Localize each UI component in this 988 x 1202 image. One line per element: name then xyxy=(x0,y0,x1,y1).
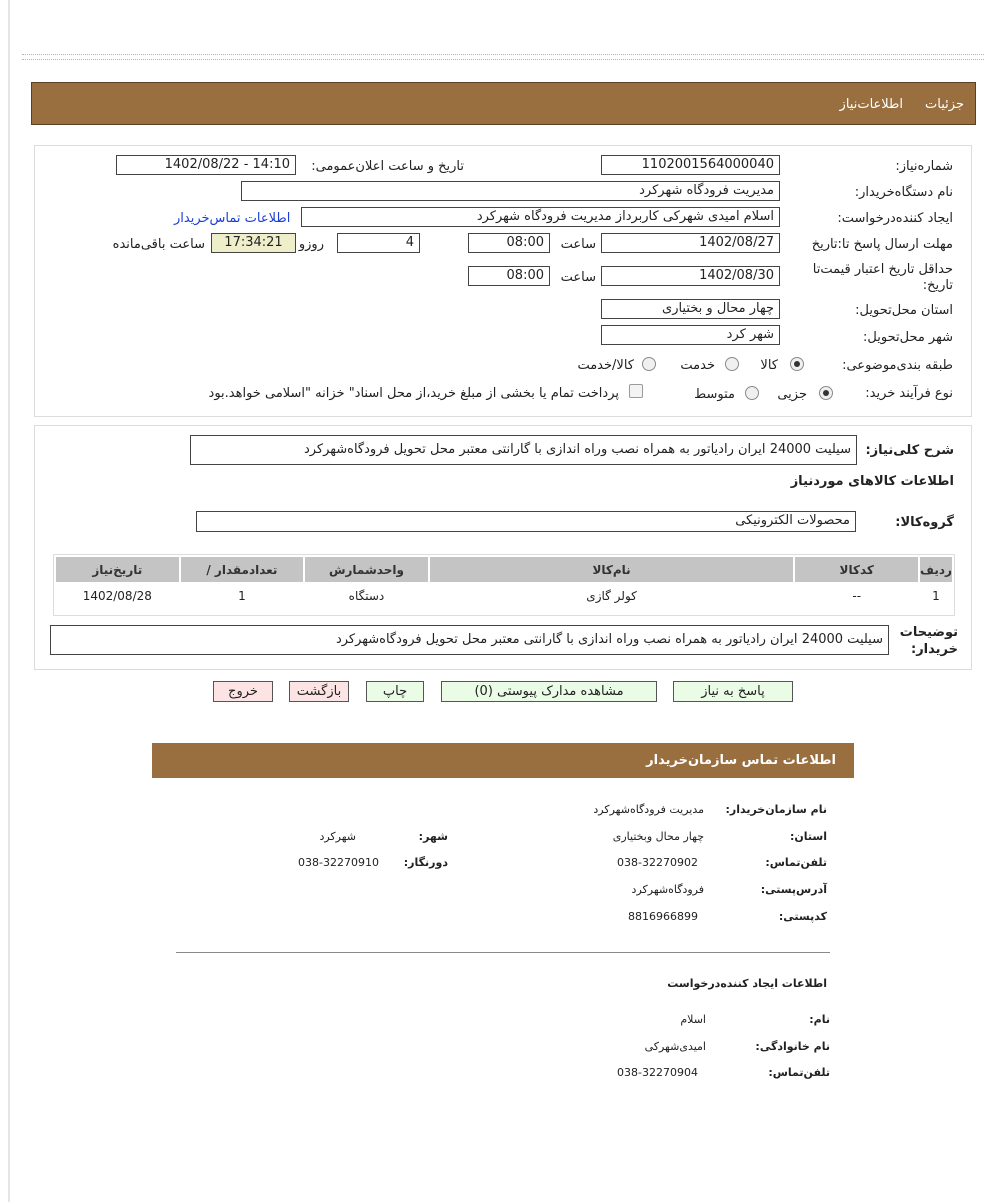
days-label: روزو xyxy=(298,237,324,252)
contact-postal-label: کد‌پستی: xyxy=(778,910,827,923)
contact-phone-value: 038-32270902 xyxy=(617,856,698,869)
city-field[interactable]: شهر کرد xyxy=(601,325,780,345)
summary-field[interactable]: سیلیت 24000 ایران رادیاتور به همراه نصب وراه اندازی با گارانتی معتبر محل تحویل فرودگاه‌شهرکرد xyxy=(190,435,857,465)
cell-item-name: کولر گازی xyxy=(586,589,637,603)
buyer-contact-link[interactable]: اطلاعات تماس‌خریدار xyxy=(174,211,291,226)
cell-row-number: 1 xyxy=(932,589,940,603)
buyer-notes-label-line2: خریدار: xyxy=(911,642,958,657)
cell-item-code: -- xyxy=(852,589,862,603)
buyer-org-field[interactable]: مدیریت فرودگاه شهرکرد xyxy=(241,181,780,201)
validity-label-line2: تاریخ: xyxy=(922,278,953,293)
remaining-time-label: ساعت باقی‌مانده xyxy=(112,237,205,252)
deadline-time-label: ساعت xyxy=(560,237,596,252)
announce-date-label: تاریخ و ساعت اعلان‌عمومی: xyxy=(311,159,464,174)
view-attachments-button[interactable]: مشاهده مدارک پیوستی (0) xyxy=(441,681,657,702)
requester-label: ایجاد کننده‌درخواست: xyxy=(837,211,953,226)
validity-date-field[interactable]: 1402/08/30 xyxy=(601,266,780,286)
deadline-time-field[interactable]: 08:00 xyxy=(468,233,550,253)
col-item-name: نام‌کالا xyxy=(430,557,794,582)
goods-group-label: گروه‌کالا: xyxy=(895,515,954,530)
need-number-field[interactable]: 1102001564000040 xyxy=(601,155,780,175)
goods-info-title: اطلاعات کالاهای موردنیاز xyxy=(790,474,954,489)
category-radio-goods-service[interactable] xyxy=(642,357,656,371)
province-field[interactable]: چهار محال و بختیاری xyxy=(601,299,780,319)
contact-province-label: استان: xyxy=(790,830,827,843)
contact-fax-label: دورنگار: xyxy=(403,856,448,869)
contact-address-label: آدرس‌پستی: xyxy=(760,883,827,896)
treasury-payment-checkbox[interactable] xyxy=(629,384,643,398)
buyer-notes-field[interactable]: سیلیت 24000 ایران رادیاتور به همراه نصب وراه اندازی با گارانتی معتبر محل تحویل فرودگاه‌شهرکرد xyxy=(50,625,889,655)
process-option-minor: جزیی xyxy=(777,387,807,402)
process-option-medium: متوسط xyxy=(694,387,735,402)
contact-section-title: اطلاعات تماس سازمان‌خریدار xyxy=(646,753,836,768)
buyer-notes-label-line1: توضیحات xyxy=(899,625,958,640)
tab-details[interactable]: جزئیات xyxy=(925,97,964,112)
reply-button[interactable]: پاسخ به نیاز xyxy=(673,681,793,702)
creator-family-value: امیدی‌شهرکی xyxy=(644,1040,706,1053)
contact-header-bar xyxy=(152,743,854,778)
tab-need-info[interactable]: اطلاعات‌نیاز xyxy=(839,97,903,112)
category-radio-goods[interactable] xyxy=(790,357,804,371)
process-type-label: نوع فرآیند خرید: xyxy=(865,386,953,401)
category-radio-service[interactable] xyxy=(725,357,739,371)
buyer-org-label: نام دستگاه‌خریدار: xyxy=(854,185,953,200)
validity-time-label: ساعت xyxy=(560,270,596,285)
header-bar xyxy=(31,82,976,125)
org-name-value: مدیریت فرودگاه‌شهرکرد xyxy=(593,803,704,816)
org-name-label: نام سازمان‌خریدار: xyxy=(725,803,827,816)
creator-name-label: نام: xyxy=(809,1013,830,1026)
contact-city-label: شهر: xyxy=(418,830,448,843)
goods-table xyxy=(54,555,954,610)
creator-section-title: اطلاعات ایجاد کننده‌درخواست xyxy=(667,977,827,990)
validity-label-line1: حداقل تاریخ اعتبار قیمت‌تا xyxy=(812,262,953,277)
announce-date-field[interactable]: 1402/08/22 - 14:10 xyxy=(116,155,296,175)
exit-button[interactable]: خروج xyxy=(213,681,273,702)
print-button[interactable]: چاپ xyxy=(366,681,424,702)
category-option-service: خدمت xyxy=(680,358,715,373)
top-divider xyxy=(22,54,984,60)
process-radio-minor[interactable] xyxy=(819,386,833,400)
contact-fax-value: 038-32270910 xyxy=(298,856,379,869)
remaining-time-field: 17:34:21 xyxy=(211,233,296,253)
table-row xyxy=(56,584,952,608)
process-radio-medium[interactable] xyxy=(745,386,759,400)
deadline-label: مهلت ارسال پاسخ تا:تاریخ xyxy=(811,237,953,252)
cell-quantity: 1 xyxy=(238,589,246,603)
validity-time-field[interactable]: 08:00 xyxy=(468,266,550,286)
col-quantity: تعدادمقدار / xyxy=(181,557,304,582)
col-row-number: ردیف xyxy=(920,557,952,582)
contact-address-value: فرودگاه‌شهرکرد xyxy=(631,883,704,896)
cell-unit: دستگاه xyxy=(348,589,385,603)
summary-label: شرح کلی‌نیاز: xyxy=(865,443,954,458)
requester-field[interactable]: اسلام امیدی شهرکی کاربرداز مدیریت فرودگاه شهرکرد xyxy=(301,207,780,227)
treasury-payment-note: پرداخت تمام یا بخشی از مبلغ خرید،از محل اسناد" خزانه "اسلامی خواهد.بود xyxy=(208,386,619,401)
cell-need-date: 1402/08/28 xyxy=(82,589,152,603)
goods-group-field[interactable]: محصولات الکترونیکی xyxy=(196,511,856,532)
creator-name-value: اسلام xyxy=(680,1013,706,1026)
back-button[interactable]: بازگشت xyxy=(289,681,349,702)
contact-province-value: چهار محال وبختیاری xyxy=(612,830,704,843)
contact-postal-value: 8816966899 xyxy=(628,910,698,923)
category-option-goods-service: کالا/خدمت xyxy=(577,358,634,373)
creator-phone-label: تلفن‌تماس: xyxy=(768,1066,830,1079)
contact-city-value: شهرکرد xyxy=(319,830,356,843)
goods-table-frame xyxy=(53,554,955,616)
goods-table-header xyxy=(56,557,952,582)
creator-family-label: نام خانوادگی: xyxy=(755,1040,830,1053)
contact-divider xyxy=(176,952,830,953)
col-need-date: تاریخ‌نیاز xyxy=(56,557,179,582)
contact-phone-label: تلفن‌تماس: xyxy=(765,856,827,869)
need-number-label: شماره‌نیاز: xyxy=(895,159,953,174)
col-item-code: کدکالا xyxy=(795,557,918,582)
left-border xyxy=(8,0,10,1202)
col-unit: واحدشمارش xyxy=(305,557,428,582)
city-label: شهر محل‌تحویل: xyxy=(863,330,953,345)
deadline-date-field[interactable]: 1402/08/27 xyxy=(601,233,780,253)
province-label: استان محل‌تحویل: xyxy=(855,303,953,318)
creator-phone-value: 038-32270904 xyxy=(617,1066,698,1079)
category-option-goods: کالا xyxy=(760,358,778,373)
category-label: طبقه بندی‌موضوعی: xyxy=(842,358,953,373)
days-remaining-field[interactable]: 4 xyxy=(337,233,420,253)
